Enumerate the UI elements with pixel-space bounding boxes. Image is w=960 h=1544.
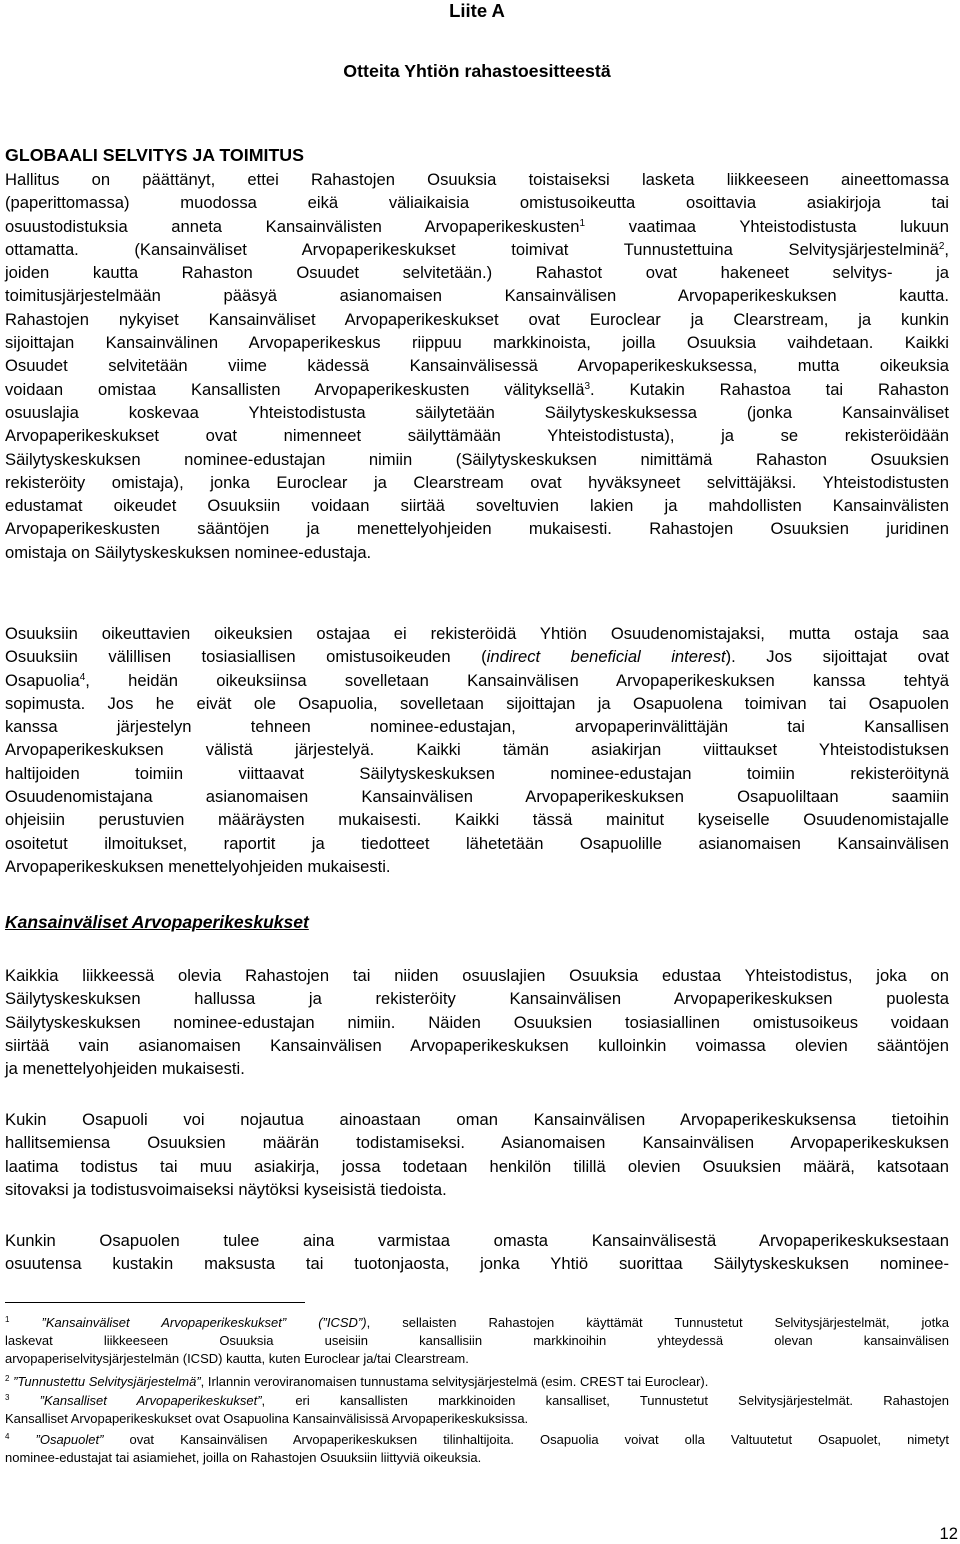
text-line: Kunkin Osapuolen tulee aina varmistaa omasta Kansainvälisestä Arvopaperikeskuksestaan [5,1231,949,1250]
text-line: edustamat oikeudet Osuuksiin voidaan siirtää soveltuvien lakien ja mahdollisten Kansainvälisten [5,496,949,516]
text-run: vaatimaa Yhteistodistusta lukuun [585,216,949,236]
paragraph-icsd-1 [5,964,949,1080]
footnote-ref: 4 [79,671,86,683]
text-line: siirtää vain asianomaisen Kansainvälisen Arvopaperikeskuksen kulloinkin voimassa olevien sääntöjen [5,1035,949,1055]
text-line: sitovaksi ja todistusvoimaiseksi näytöksi kyseisistä tiedoista. [5,1179,447,1199]
footnote-number: 4 [5,1432,10,1441]
text-line: Säilytyskeskuksen nominee-edustajan nimiin (Säilytyskeskuksen nimittämä Rahaston Osuuksien [5,449,949,469]
text-line: Arvopaperikeskuksen menettelyohjeiden mukaisesti. [5,856,391,876]
page-number: 12 [939,1524,958,1543]
footnote-1 [5,1314,949,1368]
text-line: ja menettelyohjeiden mukaisesti. [5,1059,245,1079]
text-run: , eri kansallisten markkinoiden kansalliset, Tunnustetut Selvitysjärjestelmät. Rahastojen [261,1393,949,1408]
text-line: laatima todistus tai muu asiakirja, jossa todetaan henkilön tilillä olevien Osuuksien määrä, katsotaan [5,1156,949,1176]
footnote-line [5,1373,949,1391]
paragraph-settlement-2 [5,622,949,878]
section-heading-icsd: Kansainväliset Arvopaperikeskukset [5,912,309,932]
footnote-line: arvopaperiselvitysjärjestelmän (ICSD) kautta, kuten Euroclear ja/tai Clearstream. [5,1351,469,1366]
footnote-number: 2 [5,1374,10,1383]
text-line: Säilytyskeskuksen nominee-edustajan nimiin. Näiden Osuuksien tosiasiallinen omistusoikeus voidaan [5,1012,949,1032]
text-line: haltijoiden toimiin viittaavat Säilytyskeskuksen nominee-edustajan toimiin rekisteröitynä [5,763,949,783]
text-line: rekisteröity omistaja), jonka Euroclear ja Clearstream ovat hyväksyneet selvittäjäksi. Yhteistodistusten [5,472,949,492]
text-line: Osuudet selvitetään viime kädessä Kansainvälisessä Arvopaperikeskuksessa, mutta oikeuksia [5,356,949,376]
document-title: Otteita Yhtiön rahastoesitteestä [343,61,611,81]
text-line [5,669,949,692]
footnote-term: ”Tunnustettu Selvitysjärjestelmä” [9,1374,201,1389]
text-run: ovat Kansainvälisen Arvopaperikeskuksen tilinhaltijoita. Osapuolia voivat olla Valtuutetut Osapuolet, nimetyt [103,1432,949,1447]
text-line [5,645,949,668]
text-run: Osapuolia [5,670,80,690]
text-line: Osuuksiin oikeuttavien oikeuksien ostajaa ei rekisteröidä Yhtiön Osuudenomistajaksi, mutta ostaja saa [5,624,949,643]
text-line: (paperittomassa) muodossa eikä väliaikaisia omistusoikeutta osoittavia asiakirjoja tai [5,193,949,213]
text-line [5,378,949,401]
text-line: joiden kautta Rahaston Osuudet selvitetään.) Rahastot ovat hakeneet selvitys- ja [5,263,949,283]
text-line: Hallitus on päättänyt, ettei Rahastojen Osuuksia toistaiseksi lasketa liikkeeseen aineettomassa [5,170,949,189]
text-line: Arvopaperikeskuksen välistä järjestelyä. Kaikki tämän asiakirjan viittaukset Yhteistodistuksen [5,740,949,760]
text-run: ottamatta. (Kansainväliset Arvopaperikeskukset toimivat Tunnustettuina Selvitysjärjestelminä [5,239,939,259]
footnote-number: 3 [5,1393,10,1402]
text-line: omistaja on Säilytyskeskuksen nominee-edustaja. [5,542,372,562]
footnote-3 [5,1392,949,1428]
text-line: toimitusjärjestelmään pääsyä asianomaisen Kansainvälisen Arvopaperikeskuksen kautta. [5,286,949,306]
text-run: . Kutakin Rahastoa tai Rahaston [590,379,950,399]
footnote-term: ”Kansainväliset Arvopaperikeskukset” (”ICSD”) [9,1315,367,1330]
text-line: kanssa järjestelyn tehneen nominee-edustajan, arvopaperinvälittäjän tai Kansallisen [5,717,949,737]
footnote-line [5,1431,949,1449]
text-line: Rahastojen nykyiset Kansainväliset Arvopaperikeskukset ovat Euroclear ja Clearstream, ja kunkin [5,309,949,329]
paragraph-icsd-2 [5,1108,949,1201]
text-line: Kaikkia liikkeessä olevia Rahastojen tai niiden osuuslajien Osuuksia edustaa Yhteistodistus, joka on [5,966,949,985]
text-line: osuuslajia koskevaa Yhteistodistusta säilytetään Säilytyskeskuksessa (jonka Kansainväliset [5,402,949,422]
text-run: , [944,239,949,259]
text-line: sopimusta. Jos he eivät ole Osapuolia, sovelletaan sijoittajan ja Osapuolena toimivan tai Osapuolen [5,693,949,713]
text-line: osoitetut ilmoitukset, raportit ja tiedotteet lähetetään Osapuolille asianomaisen Kansainvälisen [5,833,949,853]
text-line: Säilytyskeskuksen hallussa ja rekisteröity Kansainvälisen Arvopaperikeskuksen puolesta [5,989,949,1009]
footnote-line: nominee-edustajat tai asiamiehet, joilla on Rahastojen Osuuksiin liittyviä oikeuksia. [5,1450,482,1465]
text-run: , sellaisten Rahastojen käyttämät Tunnustetut Selvitysjärjestelmät, jotka [366,1315,949,1330]
footnote-divider [5,1302,305,1303]
text-line: osuutensa kustakin maksusta tai tuotonjaosta, jonka Yhtiö suorittaa Säilytyskeskuksen nominee- [5,1254,949,1274]
italic-term: indirect beneficial interest [486,647,726,667]
text-run: , heidän oikeuksiinsa sovelletaan Kansainvälisen Arvopaperikeskuksen kanssa tehtyä [85,670,949,690]
footnote-line [5,1392,949,1410]
footnote-ref: 1 [579,217,586,229]
text-line: sijoittajan Kansainvälinen Arvopaperikeskus riippuu markkinoista, joilla Osuuksia vaihdetaan. Kaikki [5,333,949,353]
paragraph-icsd-3 [5,1229,949,1276]
text-run: ). Jos sijoittajat ovat [725,647,950,667]
footnote-term: ”Osapuolet” [9,1432,104,1447]
paragraph-settlement-1 [5,168,949,564]
text-line: Arvopaperikeskusten sääntöjen ja menettelyohjeiden mukaisesti. Rahastojen Osuuksien juridinen [5,519,949,539]
text-line: Arvopaperikeskukset ovat nimenneet säilyttämään Yhteistodistusta), ja se rekisteröidään [5,426,949,446]
footnote-term: ”Kansalliset Arvopaperikeskukset” [9,1393,262,1408]
text-run: Osuuksiin välillisen tosiasiallisen omistusoikeuden ( [5,647,487,667]
annex-label: Liite A [449,0,505,21]
text-run: osuustodistuksia anneta Kansainvälisten Arvopaperikeskusten [5,216,580,236]
text-run: voidaan omistaa Kansallisten Arvopaperikeskusten välityksellä [5,379,585,399]
text-line: Kukin Osapuoli voi nojautua ainoastaan oman Kansainvälisen Arvopaperikeskuksensa tietoihin [5,1110,949,1129]
text-run: , Irlannin veroviranomaisen tunnustama selvitysjärjestelmä (esim. CREST tai Euroclear). [200,1374,709,1389]
footnote-ref: 3 [584,380,590,392]
footnote-number: 1 [5,1315,10,1324]
text-line: Osuudenomistajana asianomaisen Kansainvälisen Arvopaperikeskuksen Osapuoliltaan saamiin [5,787,949,807]
footnote-line: Kansalliset Arvopaperikeskukset ovat Osapuolina Kansainvälisissä Arvopaperikeskuksissa. [5,1411,529,1426]
section-heading-settlement: GLOBAALI SELVITYS JA TOIMITUS [5,145,305,165]
footnote-line: laskevat liikkeeseen Osuuksia useisiin kansallisiin markkinoihin yhteydessä olevan kansainvälisen [5,1333,949,1348]
footnote-line [5,1314,949,1332]
text-line [5,215,949,238]
text-line [5,238,949,261]
text-line: ohjeisiin perustuvien määräysten mukaisesti. Kaikki tässä mainitut kyseiselle Osuudenomistajalle [5,810,949,830]
text-line: hallitsemiensa Osuuksien määrän todistamiseksi. Asianomaisen Kansainvälisen Arvopaperikeskuksen [5,1133,949,1153]
footnote-4 [5,1431,949,1467]
footnote-2 [5,1373,949,1391]
footnote-ref: 2 [938,240,945,252]
